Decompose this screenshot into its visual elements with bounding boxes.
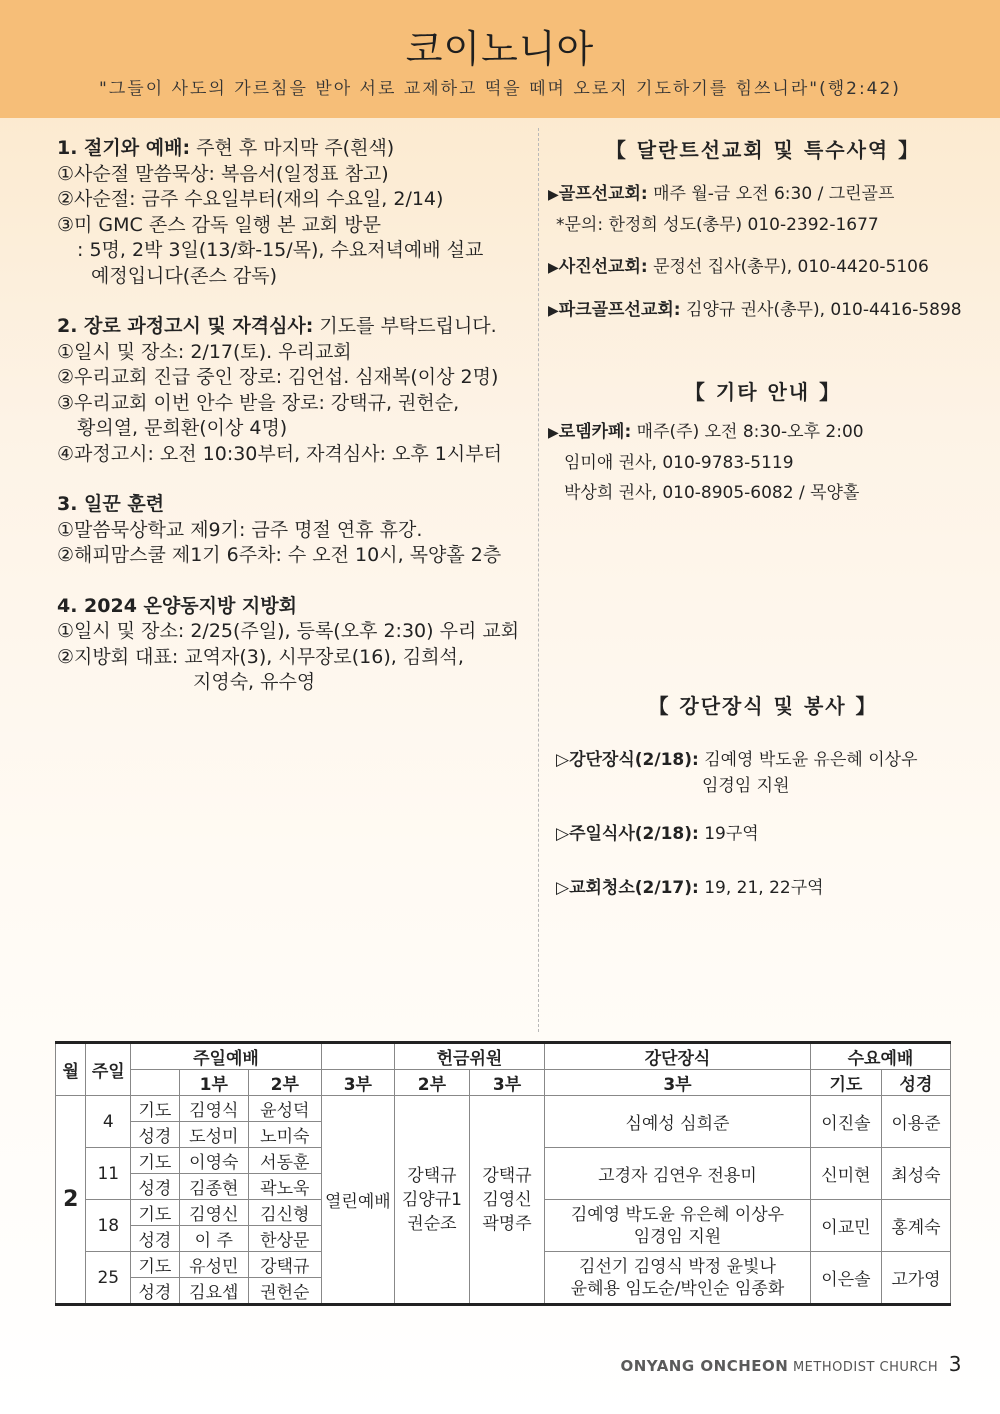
decor-cell: 김선기 김영식 박정 윤빛나 윤혜용 임도순/박인순 임종화 (545, 1252, 811, 1305)
role-cell: 성경 (131, 1278, 180, 1305)
decor-cell: 김예영 박도윤 유은혜 이상우 임경임 지원 (545, 1200, 811, 1252)
section-1-line: 예정입니다(존스 감독) (91, 264, 278, 287)
church-name-sub: METHODIST CHURCH (792, 1360, 939, 1375)
section-1-heading: 1. 절기와 예배: 주현 후 마지막 주(흰색) (57, 137, 395, 159)
month-cell: 2 (56, 1096, 86, 1305)
section-1-line: ②사순절: 금주 수요일부터(재의 수요일, 2/14) (57, 188, 444, 210)
name-cell: 도성미 (179, 1122, 248, 1148)
service-2-header: 2부 (248, 1070, 321, 1096)
service-1-header: 1부 (179, 1070, 248, 1096)
name-cell: 김신형 (248, 1200, 321, 1226)
month-header: 월 (56, 1043, 86, 1096)
name-cell: 이영숙 (179, 1148, 248, 1174)
section-2 (57, 314, 537, 467)
offering-2-header: 2부 (394, 1070, 469, 1096)
week-cell: 4 (86, 1096, 131, 1148)
section-2-line: ④과정고시: 오전 10:30부터, 자격심사: 오후 1시부터 (57, 442, 502, 465)
section-2-line: 황의열, 문희환(이상 4명) (77, 417, 288, 439)
wed-prayer-cell: 이교민 (810, 1200, 881, 1252)
wed-prayer-cell: 신미현 (810, 1148, 881, 1200)
week-header: 주일 (86, 1043, 131, 1096)
section-2-heading: 2. 장로 과정고시 및 자격심사: 기도를 부탁드립니다. (57, 315, 497, 337)
decor-header: 강단장식 (545, 1043, 811, 1070)
name-cell: 김영식 (179, 1096, 248, 1122)
triangle-icon: ▶ (548, 425, 559, 441)
table-row (56, 1096, 951, 1122)
column-divider (538, 128, 539, 1032)
offering-2-cell: 강택규 김양규1 권순조 (394, 1096, 469, 1305)
name-cell: 유성민 (179, 1252, 248, 1278)
outline-triangle-icon: ▷ (556, 824, 570, 844)
name-cell: 한상문 (248, 1226, 321, 1252)
section-2-line: ①일시 및 장소: 2/17(토). 우리교회 (57, 340, 352, 363)
wed-prayer-cell: 이은솔 (810, 1252, 881, 1305)
section-1-line: ①사순절 말씀묵상: 복음서(일정표 참고) (57, 162, 389, 185)
church-name: ONYANG ONCHEON (620, 1357, 789, 1375)
page-header (0, 0, 1000, 118)
announcements-column (57, 136, 537, 721)
name-cell: 김영신 (179, 1200, 248, 1226)
decor-3-header: 3부 (545, 1070, 811, 1096)
cafe-info: ▶로뎀카페: 매주(주) 오전 8:30-오후 2:00 (548, 422, 864, 442)
decor-info-cont: 임경임 지원 (702, 776, 790, 796)
triangle-icon: ▶ (548, 260, 559, 276)
name-cell: 김요셉 (179, 1278, 248, 1305)
name-cell: 권헌순 (248, 1278, 321, 1305)
name-cell: 노미숙 (248, 1122, 321, 1148)
section-2-line: ③우리교회 이번 안수 받을 장로: 강택규, 권헌순, (57, 391, 460, 414)
open-worship-cell: 열린예배 (321, 1096, 394, 1305)
wed-bible-cell: 이용준 (881, 1096, 950, 1148)
golf-contact: *문의: 한정희 성도(총무) 010-2392-1677 (556, 215, 879, 235)
section-4-line: ②지방회 대표: 교역자(3), 시무장로(16), 김희석, (57, 645, 464, 668)
section-4-line: 지영숙, 유수영 (193, 671, 316, 693)
missions-title: 【 달란트선교회 및 특수사역 】 (605, 138, 921, 162)
meal-info: ▷주일식사(2/18): 19구역 (556, 824, 759, 844)
role-cell: 기도 (131, 1252, 180, 1278)
offering-3-cell: 강택규 김영신 곽명주 (469, 1096, 544, 1305)
outline-triangle-icon: ▷ (556, 878, 570, 898)
page-title: 코이노니아 (405, 27, 595, 71)
role-cell: 기도 (131, 1200, 180, 1226)
triangle-icon: ▶ (548, 187, 559, 203)
name-cell: 강택규 (248, 1252, 321, 1278)
week-cell: 11 (86, 1148, 131, 1200)
triangle-icon: ▶ (548, 303, 559, 319)
offering-3-header: 3부 (469, 1070, 544, 1096)
section-1-line: : 5명, 2박 3일(13/화-15/목), 수요저녁예배 설교 (77, 239, 484, 261)
role-cell: 기도 (131, 1096, 180, 1122)
blank-header (321, 1043, 394, 1070)
cafe-contact: 임미애 권사, 010-9783-5119 (564, 453, 794, 473)
name-cell: 서동훈 (248, 1148, 321, 1174)
parkgolf-mission: ▶파크골프선교회: 김양규 권사(총무), 010-4416-5898 (548, 300, 962, 320)
section-3-line: ①말씀묵상학교 제9기: 금주 명절 연휴 휴강. (57, 518, 423, 541)
role-cell: 성경 (131, 1226, 180, 1252)
wed-prayer-cell: 이진솔 (810, 1096, 881, 1148)
section-4-heading: 4. 2024 온양동지방 지방회 (57, 594, 297, 617)
wed-bible-cell: 최성숙 (881, 1148, 950, 1200)
role-cell: 성경 (131, 1174, 180, 1200)
section-1-line: ③미 GMC 존스 감독 일행 본 교회 방문 (57, 213, 381, 236)
page-number: 3 (948, 1352, 962, 1376)
decor-info: ▷강단장식(2/18): 김예영 박도윤 유은혜 이상우 (556, 750, 918, 770)
offering-header: 헌금위원 (394, 1043, 544, 1070)
section-3-line: ②해피맘스쿨 제1기 6주차: 수 오전 10시, 목양홀 2층 (57, 544, 502, 566)
wed-prayer-header: 기도 (810, 1070, 881, 1096)
section-4 (57, 594, 537, 696)
outline-triangle-icon: ▷ (556, 750, 570, 770)
service-schedule-table (55, 1041, 951, 1306)
role-cell: 기도 (131, 1148, 180, 1174)
name-cell: 곽노욱 (248, 1174, 321, 1200)
role-cell: 성경 (131, 1122, 180, 1148)
cleaning-info: ▷교회청소(2/17): 19, 21, 22구역 (556, 878, 824, 898)
golf-mission: ▶골프선교회: 매주 월-금 오전 6:30 / 그린골프 (548, 184, 895, 204)
section-4-line: ①일시 및 장소: 2/25(주일), 등록(오후 2:30) 우리 교회 (57, 620, 520, 642)
cafe-contact: 박상희 권사, 010-8905-6082 / 목양홀 (564, 483, 860, 503)
week-cell: 25 (86, 1252, 131, 1305)
name-cell: 윤성덕 (248, 1096, 321, 1122)
wed-bible-cell: 고가영 (881, 1252, 950, 1305)
service-title: 【 강단장식 및 봉사 】 (648, 694, 878, 718)
photo-mission: ▶사진선교회: 문정선 집사(총무), 010-4420-5106 (548, 257, 929, 277)
section-1 (57, 136, 537, 289)
decor-cell: 심예성 심희준 (545, 1096, 811, 1148)
page-footer (620, 1352, 962, 1376)
name-cell: 이 주 (179, 1226, 248, 1252)
etc-title: 【 기타 안내 】 (684, 380, 842, 404)
bible-verse: "그들이 사도의 가르침을 받아 서로 교제하고 떡을 떼며 오로지 기도하기를 힘쓰니라"(행2:42) (99, 79, 901, 99)
name-cell: 김종현 (179, 1174, 248, 1200)
info-column (548, 130, 978, 901)
wed-bible-cell: 홍계숙 (881, 1200, 950, 1252)
service-3-header: 3부 (321, 1070, 394, 1096)
blank-subheader (131, 1070, 180, 1096)
sunday-worship-header: 주일예배 (131, 1043, 322, 1070)
section-3 (57, 492, 537, 569)
wed-bible-header: 성경 (881, 1070, 950, 1096)
section-2-line: ②우리교회 진급 중인 장로: 김언섭. 심재복(이상 2명) (57, 366, 499, 388)
decor-cell: 고경자 김연우 전용미 (545, 1148, 811, 1200)
week-cell: 18 (86, 1200, 131, 1252)
section-3-heading: 3. 일꾼 훈련 (57, 493, 165, 515)
wednesday-header: 수요예배 (810, 1043, 950, 1070)
